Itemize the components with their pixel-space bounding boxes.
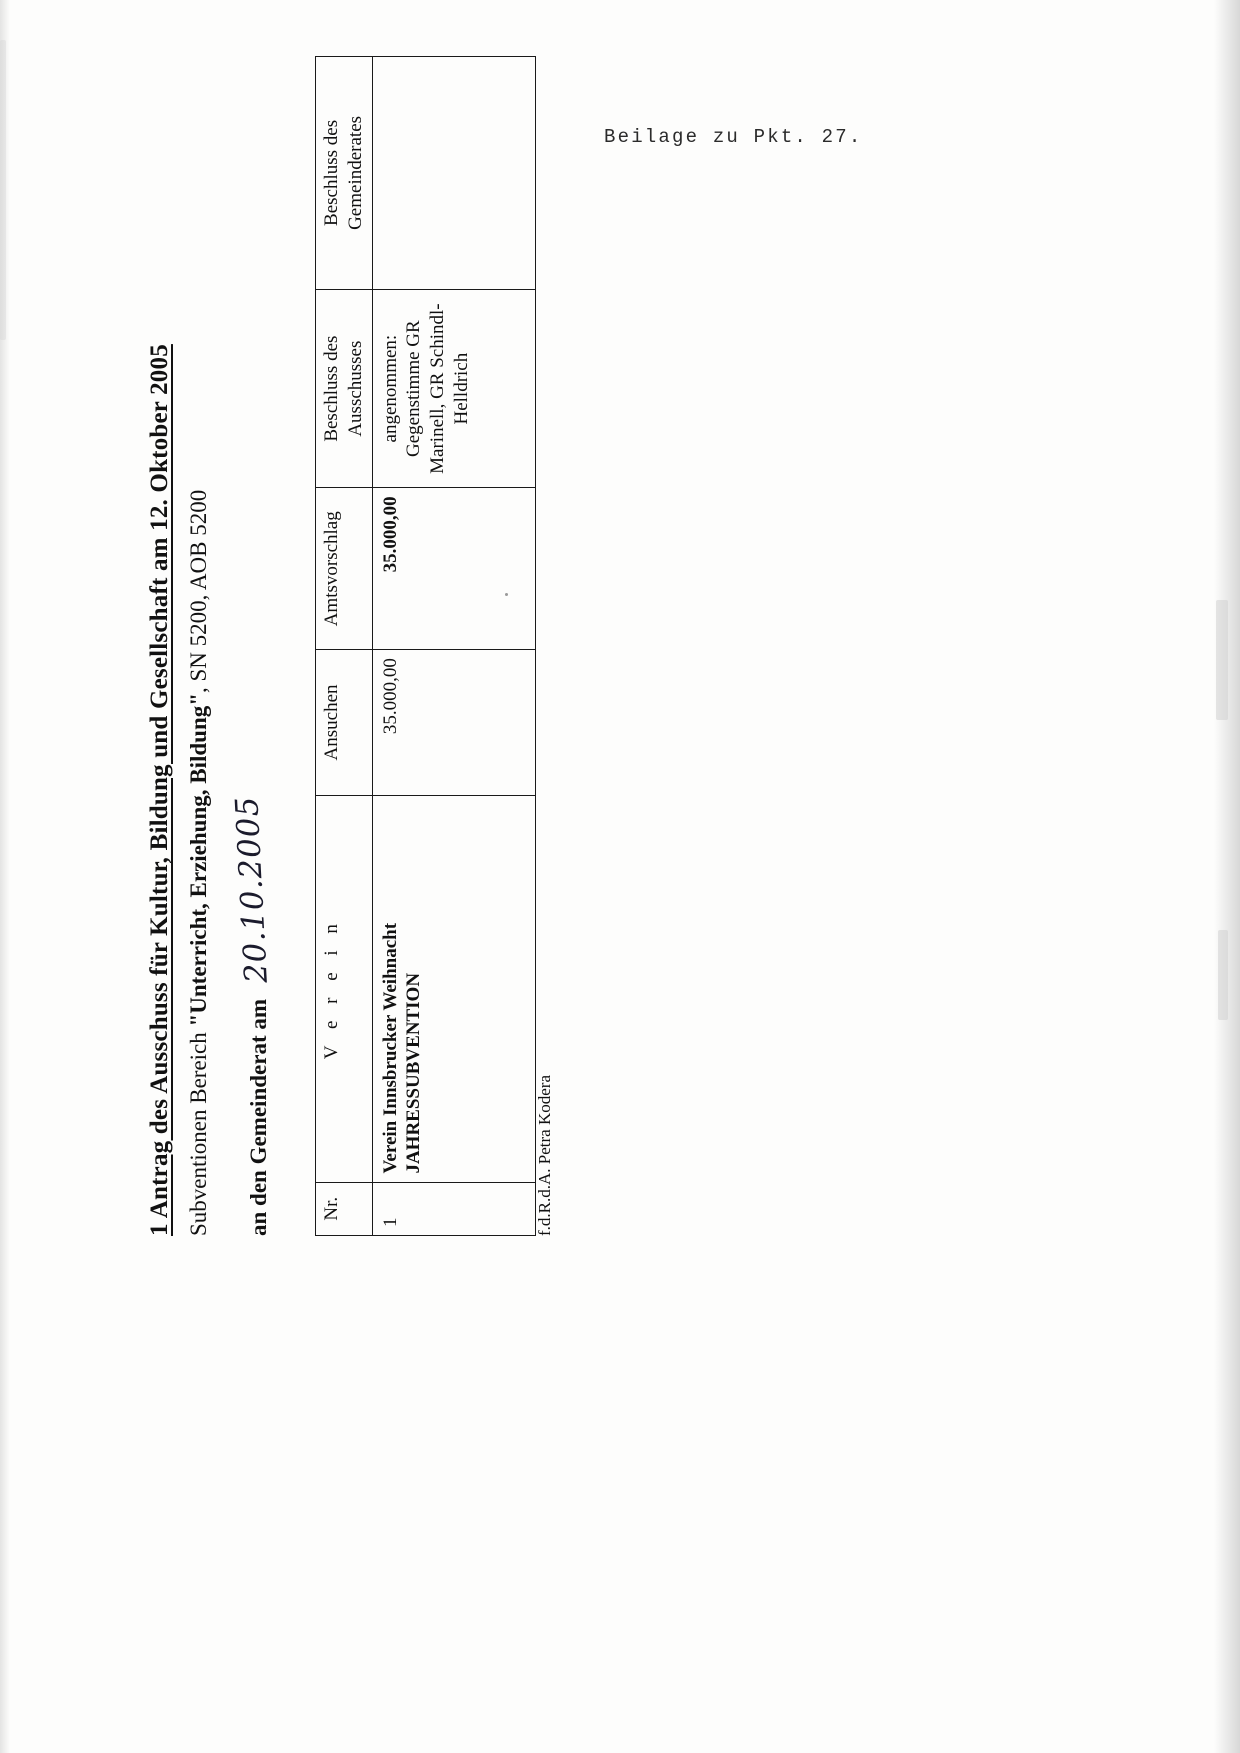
scan-artifact xyxy=(1218,930,1228,1020)
column-header-beschluss-gemeinderat: Beschluss des Gemeinderates xyxy=(316,57,373,290)
cell-beschluss-gemeinderat xyxy=(372,57,535,290)
recipient-label: an den Gemeinderat am xyxy=(246,998,271,1236)
handwritten-date: 20.10.2005 xyxy=(229,794,275,985)
scan-edge-right xyxy=(1214,0,1240,1753)
table-header-row xyxy=(316,57,373,1236)
verein-name: Verein Innsbrucker Weihnacht xyxy=(379,922,401,1174)
subventionen-table xyxy=(315,56,536,1236)
footer-clerk-note: f.d.R.d.A. Petra Kodera xyxy=(535,1075,554,1236)
document-title: 1 Antrag des Ausschuss für Kultur, Bildung und Gesellschaft am 12. Oktober 2005 xyxy=(146,344,173,1236)
scan-artifact xyxy=(1216,600,1228,720)
column-header-amtsvorschlag: Amtsvorschlag xyxy=(316,488,373,650)
cell-amtsvorschlag: 35.000,00 xyxy=(372,488,535,650)
table-row xyxy=(372,57,535,1236)
column-header-ansuchen: Ansuchen xyxy=(316,650,373,796)
subtitle-prefix: Subventionen Bereich xyxy=(186,1026,211,1236)
column-header-beschluss-ausschuss: Beschluss des Ausschusses xyxy=(316,289,373,487)
document-title-block xyxy=(146,146,274,1236)
scan-artifact xyxy=(0,40,6,340)
cell-ansuchen: 35.000,00 xyxy=(372,650,535,796)
document-subtitle xyxy=(186,146,212,1236)
column-header-nr: Nr. xyxy=(316,1182,373,1235)
beilage-header-text: Beilage zu Pkt. 27. xyxy=(604,126,863,148)
rotated-document-content xyxy=(120,56,1120,1296)
subtitle-bold: "Unterricht, Erziehung, Bildung" xyxy=(186,692,211,1027)
cell-beschluss-ausschuss: angenommen: Gegenstimme GR Marinell, GR Schindl-Helldrich xyxy=(372,289,535,487)
scan-speck xyxy=(505,593,508,596)
subtitle-suffix: , SN 5200, AOB 5200 xyxy=(186,489,211,693)
cell-verein xyxy=(372,795,535,1182)
document-recipient-line xyxy=(229,146,275,1236)
cell-nr: 1 xyxy=(372,1182,535,1235)
verein-type: JAHRESSUBVENTION xyxy=(403,972,425,1174)
column-header-verein: V e r e i n xyxy=(316,795,373,1182)
